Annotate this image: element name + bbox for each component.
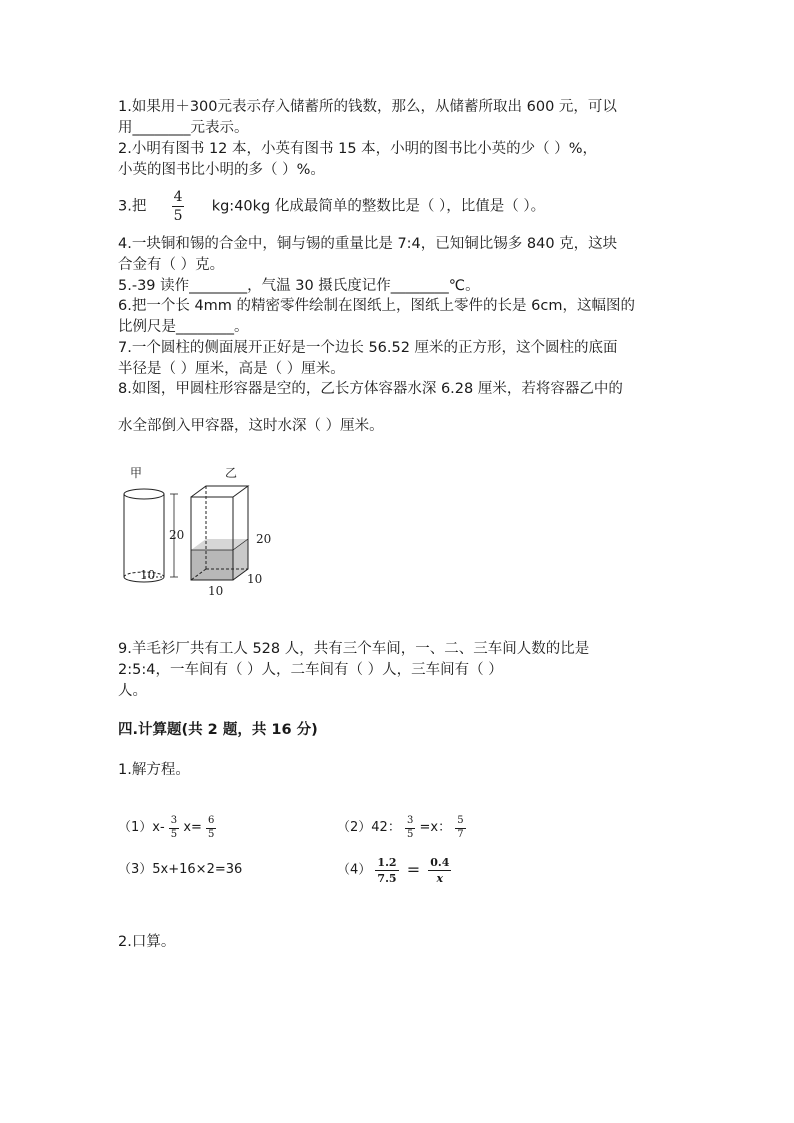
equation-3: （3）5x+16×2=36 (118, 862, 243, 877)
q4-line2: 合金有（ ）克。 (118, 257, 225, 273)
eq1-mid: x= (183, 820, 202, 835)
q1-line2: 用________元表示。 (118, 120, 249, 136)
eq2-frac-2-den: 7 (457, 828, 464, 840)
q9-line3: 人。 (118, 683, 147, 699)
eq1-prefix: （1）x- (118, 820, 165, 835)
eq4-frac-2-den: x (428, 870, 451, 884)
calc1-title: 1.解方程。 (118, 762, 190, 778)
q2-line2: 小英的图书比小明的多（ ）%。 (118, 162, 325, 178)
eq4-equals: = (406, 860, 421, 879)
eq1-frac-1-num: 3 (170, 814, 178, 826)
equation-1 (118, 815, 216, 841)
cylinder-height-label: 20 (169, 528, 185, 542)
q8-line2: 水全部倒入甲容器，这时水深（ ）厘米。 (118, 418, 384, 434)
eq2-frac-1 (405, 816, 415, 840)
box-width-label: 10 (208, 584, 224, 598)
q1-line1: 1.如果用＋300元表示存入储蓄所的钱数，那么，从储蓄所取出 600 元，可以 (118, 99, 617, 115)
q3-suffix: kg:40kg 化成最简单的整数比是（ ），比值是（ ）。 (211, 198, 546, 215)
eq1-frac-1 (169, 816, 179, 840)
box-depth-label: 10 (247, 572, 263, 586)
q3-frac-den: 5 (173, 208, 183, 224)
eq1-frac-2-den: 5 (208, 828, 215, 840)
q2-line1: 2.小明有图书 12 本，小英有图书 15 本，小明的图书比小英的少（ ）%， (118, 141, 598, 157)
eq2-prefix: （2）42： (337, 820, 401, 835)
eq4-frac-1-den: 7.5 (377, 871, 397, 885)
q8-line1: 8.如图，甲圆柱形容器是空的，乙长方体容器水深 6.28 厘米，若将容器乙中的 (118, 381, 623, 397)
q6-line2: 比例尺是________。 (118, 319, 249, 335)
eq2-frac-1-num: 3 (406, 814, 414, 826)
eq4-frac-1 (375, 857, 398, 884)
q7-line2: 半径是（ ）厘米，高是（ ）厘米。 (118, 361, 345, 377)
eq4-prefix: （4） (337, 862, 372, 878)
q4-line1: 4.一块铜和锡的合金中，铜与锡的重量比是 7:4，已知铜比锡多 840 克，这块 (118, 236, 618, 252)
section4-title: 四.计算题(共 2 题，共 16 分) (118, 722, 318, 738)
q9-line1: 9.羊毛衫厂共有工人 528 人，共有三个车间，一、二、三车间人数的比是 (118, 641, 590, 657)
equation-4 (337, 853, 451, 888)
eq4-frac-2-num: 0.4 (430, 855, 450, 869)
eq2-frac-2 (455, 816, 465, 840)
eq4-frac-2 (428, 857, 451, 884)
container-figure (110, 465, 300, 600)
eq4-frac-1-num: 1.2 (377, 855, 397, 869)
q3-frac-num: 4 (173, 189, 183, 205)
q3-prefix: 3.把 (118, 198, 147, 215)
q3-line (118, 190, 545, 223)
eq2-frac-2-num: 5 (457, 814, 464, 826)
box-height-label: 20 (256, 532, 272, 546)
q9-line2: 2:5:4，一车间有（ ）人，二车间有（ ）人，三车间有（ ） (118, 662, 503, 678)
q5-line1: 5.-39 读作________，气温 30 摄氏度记作________℃。 (118, 278, 480, 294)
eq1-frac-1-den: 5 (170, 828, 178, 840)
q3-fraction (172, 190, 185, 223)
eq1-frac-2-num: 6 (208, 814, 215, 826)
q6-line1: 6.把一个长 4mm 的精密零件绘制在图纸上，图纸上零件的长是 6cm，这幅图的 (118, 298, 635, 314)
equation-2 (337, 815, 466, 841)
label-yi: 乙 (225, 466, 238, 480)
eq1-frac-2 (206, 816, 216, 840)
eq2-mid: =x： (419, 820, 452, 835)
calc2-title: 2.口算。 (118, 934, 176, 950)
cylinder-diameter-label: 10 (140, 568, 156, 582)
box-yi (191, 486, 248, 580)
q7-line1: 7.一个圆柱的侧面展开正好是一个边长 56.52 厘米的正方形，这个圆柱的底面 (118, 340, 618, 356)
label-jia: 甲 (130, 466, 143, 480)
eq2-frac-1-den: 5 (406, 828, 414, 840)
